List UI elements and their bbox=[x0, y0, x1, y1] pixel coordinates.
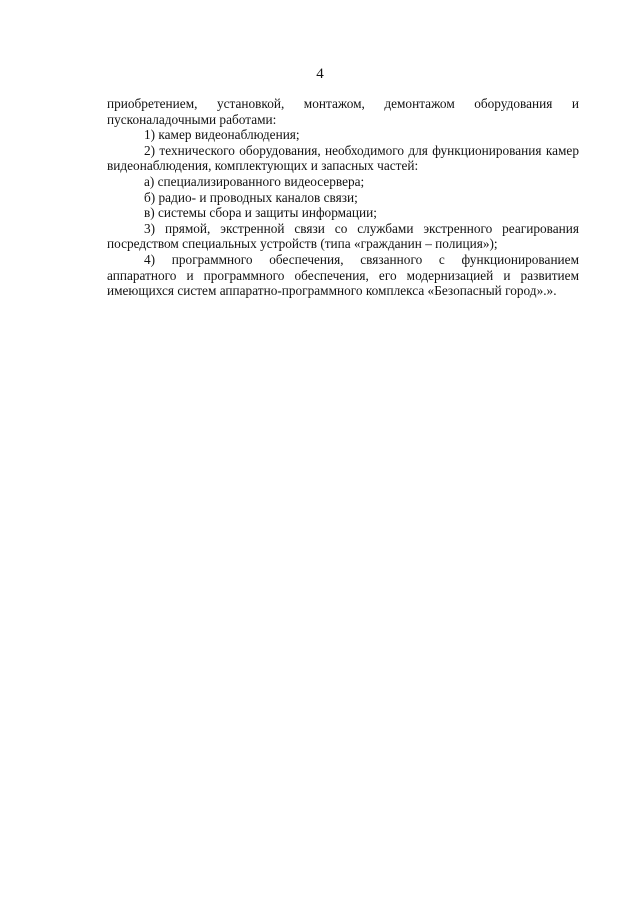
list-item-2a: а) специализированного видеосервера; bbox=[144, 173, 365, 189]
page-number: 4 bbox=[316, 66, 324, 82]
list-item-2b: б) радио- и проводных каналов связи; bbox=[144, 189, 358, 205]
document-body bbox=[107, 96, 579, 299]
list-item-1: 1) камер видеонаблюдения; bbox=[144, 127, 300, 143]
list-item-2: 2) технического оборудования, необходимого для функционирования камер видеонаблюдения, комплектующих и запасных частей: bbox=[107, 142, 579, 174]
list-item-3: 3) прямой, экстренной связи со службами экстренного реагирования посредством специальных устройств (типа «гражданин – полиция»); bbox=[107, 220, 579, 252]
paragraph-intro: приобретением, установкой, монтажом, демонтажом оборудования и пусконаладочными работами: bbox=[107, 96, 579, 127]
list-item-2c: в) системы сбора и защиты информации; bbox=[144, 205, 377, 221]
list-item-4: 4) программного обеспечения, связанного с функционированием аппаратного и программного обеспечения, его модернизацией и развитием имеющихся систем аппаратно-программного комплекса «Безопасный город».». bbox=[107, 251, 579, 299]
